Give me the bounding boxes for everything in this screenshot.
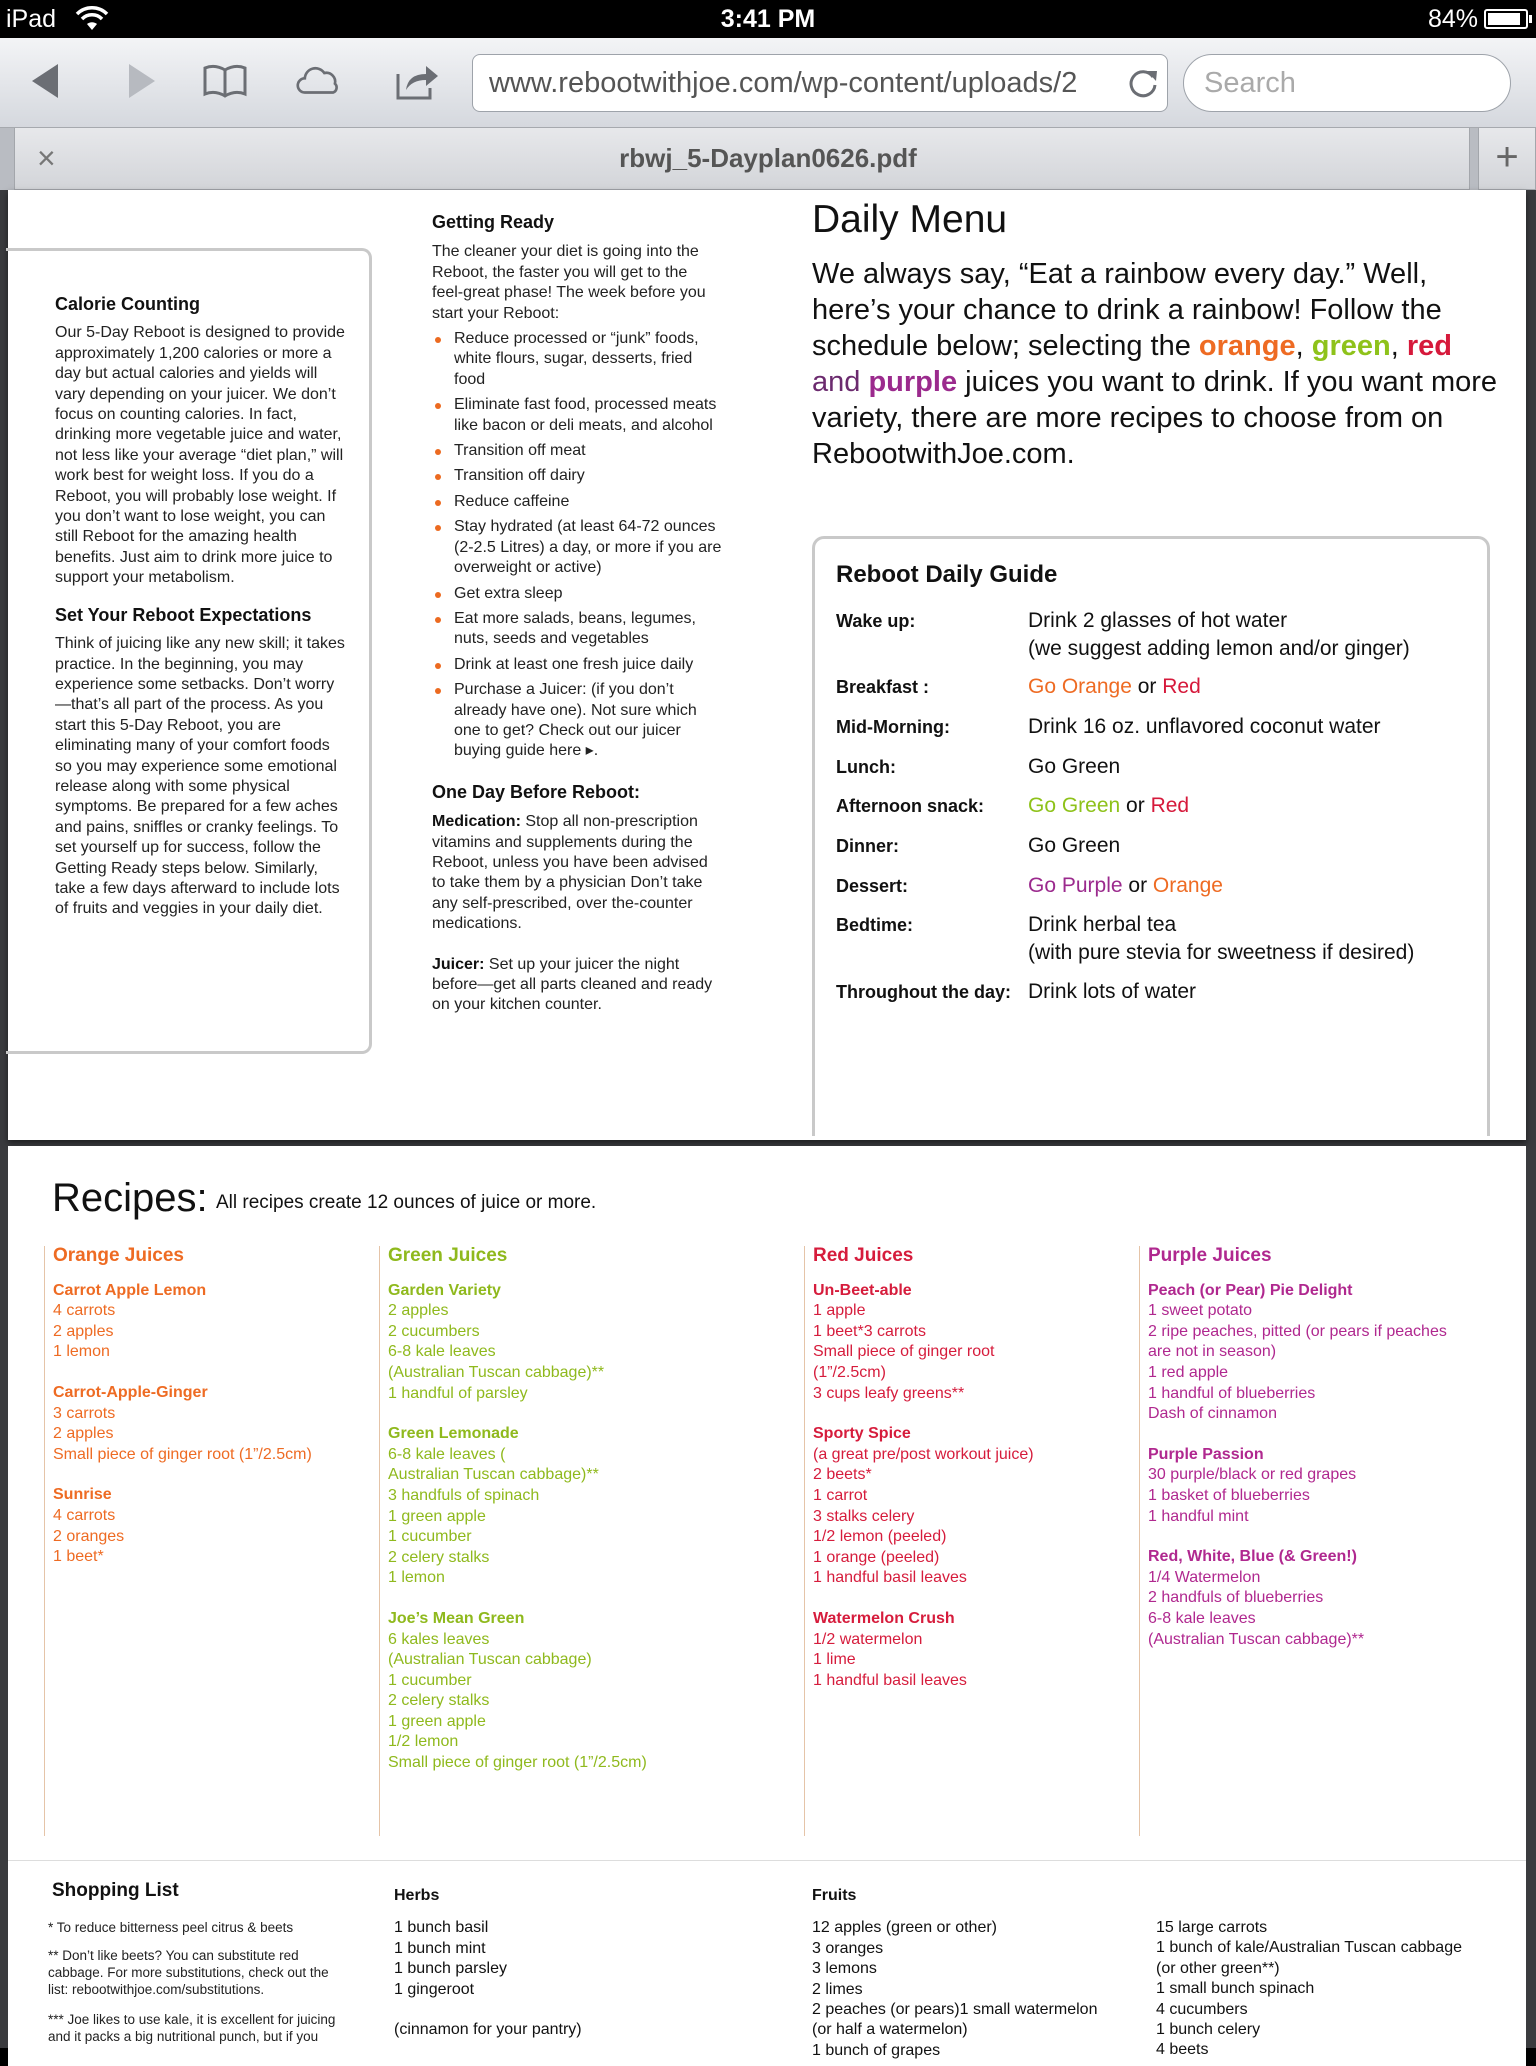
list-item: 1 bunch of kale/Australian Tuscan cabbage [1156,1939,1462,1957]
recipe-ingredient: (1”/2.5cm) [813,1363,886,1381]
pdf-viewer[interactable] [0,190,1536,2059]
reload-icon[interactable] [1125,65,1161,101]
close-tab-icon[interactable]: × [37,140,56,176]
shopping-list-heading: Shopping List [52,1880,179,1901]
recipe-ingredient: 2 oranges [53,1527,125,1545]
list-item: (or other green**) [1156,1959,1280,1977]
calorie-heading: Calorie Counting [55,294,200,314]
recipe-ingredient: 6-8 kale leaves ( [388,1445,506,1463]
guide-option: Red [1162,675,1201,698]
recipe-ingredient: 4 carrots [53,1506,116,1524]
recipe-ingredient: 2 ripe peaches, pitted (or pears if peaches [1148,1322,1447,1340]
recipe-column-green [388,1246,788,1794]
menu-comma: , [1295,330,1312,362]
word-orange: orange [1198,330,1296,362]
pdf-page-2 [8,1146,1526,2066]
recipe-ingredient: 3 handfuls of spinach [388,1486,540,1504]
guide-label: Afternoon snack: [836,796,985,816]
getting-ready-list [432,329,722,762]
recipe-column-heading: Green Juices [388,1245,508,1266]
word-red: red [1406,330,1452,362]
recipe-ingredient: 1 orange (peeled) [813,1548,940,1566]
guide-option: Red [1150,794,1190,817]
calorie-text: Our 5-Day Reboot is designed to provide approximately 1,200 calories or more a day but actual calories and yields will vary depending on your juicer. We don’t focus on counting calories. In fact, drinking more vegetable juice and water, not less like your average “diet plan,” will work best for weight loss. If you do a Reboot, you will probably lose weight. If you don’t want to lose weight, you can still Reboot for the amazing health benefits. Just aim to drink more juice to support your metabolism. [55,324,345,587]
guide-value: Go Green [1028,755,1121,778]
recipe-ingredient: 4 carrots [53,1302,116,1320]
recipe-ingredient: 1 handful mint [1148,1507,1249,1525]
recipe-ingredient: Australian Tuscan cabbage)** [388,1466,599,1484]
list-item: Get extra sleep [432,584,722,604]
guide-label: Bedtime: [836,915,914,935]
recipe-ingredient: 1 green apple [388,1712,486,1730]
recipe-ingredient: 1 basket of blueberries [1148,1486,1310,1504]
recipe-ingredient: Dash of cinnamon [1148,1405,1277,1423]
expectations-text: Think of juicing like any new skill; it takes practice. In the beginning, you may experience some setbacks. Don’t worry—that’s all part of the process. As you start this 5-Day Reboot, you are eliminating many of your comfort foods so you may experience some emotional release along with some physical symptoms. Be prepared for a few aches and pains, sniffles or cranky feelings. To set yourself up for success, follow the Getting Ready steps below. Similarly, take a few days afterward to include lots of fruits and veggies in your daily diet. [55,635,345,918]
recipe [813,1424,1133,1589]
recipe-column-heading: Red Juices [813,1245,914,1266]
recipe-ingredient: Small piece of ginger root [813,1343,995,1361]
recipe-ingredient: Small piece of ginger root (1”/2.5cm) [388,1754,647,1772]
recipe-ingredient: 6-8 kale leaves [388,1343,496,1361]
recipe [388,1424,788,1589]
icloud-tabs-icon[interactable] [296,58,342,104]
list-item[interactable]: Purchase a Juicer: (if you don’t already have one). Not sure which one to get? Check out our juicer buying guide here ▸. [432,680,722,762]
guide-label: Dessert: [836,876,909,896]
guide-label: Throughout the day: [836,982,1011,1002]
recipe-ingredient: (Australian Tuscan cabbage) [388,1651,592,1669]
recipe-column-orange [53,1246,373,1588]
middle-column [432,212,722,1036]
recipe [53,1281,373,1363]
list-item: 1 bunch basil [394,1919,489,1937]
share-icon[interactable] [394,58,440,104]
recipe [1148,1547,1518,1650]
juicer-label: Juicer: [432,955,485,973]
recipe-ingredient: 1 cucumber [388,1528,472,1546]
recipe-column-heading: Purple Juices [1148,1245,1272,1266]
expectations-heading: Set Your Reboot Expectations [55,604,312,625]
column-divider [1139,1246,1140,1836]
recipe-ingredient: 1 handful basil leaves [813,1671,967,1689]
list-item: Eliminate fast food, processed meats like bacon or deli meats, and alcohol [432,395,722,436]
list-item: Transition off dairy [432,466,722,486]
browser-toolbar [0,38,1536,128]
recipes-heading: Recipes: [52,1176,208,1220]
guide-value-line: (we suggest adding lemon and/or ginger) [1028,637,1410,660]
footnote: *** Joe likes to use kale, it is excellent for juicing and it packs a big nutritional punch, but if you [48,2012,336,2044]
list-item: 2 peaches (or pears)1 small watermelon [812,2001,1098,2019]
recipe-ingredient: (Australian Tuscan cabbage)** [388,1363,605,1381]
recipes-subtitle: All recipes create 12 ounces of juice or more. [216,1192,597,1213]
list-item: (cinnamon for your pantry) [394,2021,582,2039]
battery-percent: 84% [1427,5,1478,33]
list-item: Transition off meat [432,441,722,461]
column-divider [44,1246,45,1836]
recipe-ingredient: 1 apple [813,1302,866,1320]
guide-option: Go Orange [1028,675,1132,698]
recipe-column-purple [1148,1246,1518,1670]
bookmarks-icon[interactable] [202,58,248,104]
recipe-ingredient: 1/2 lemon (peeled) [813,1528,947,1546]
recipe-name: Red, White, Blue (& Green!) [1148,1548,1357,1566]
list-item: 1 bunch celery [1156,2021,1261,2039]
list-item: 15 large carrots [1156,1919,1268,1936]
recipe-name: Carrot-Apple-Ginger [53,1383,208,1401]
recipe-ingredient: 3 carrots [53,1404,116,1422]
guide-option: Orange [1152,874,1223,897]
recipe-ingredient: 1 beet*3 carrots [813,1322,926,1340]
list-item: 2 limes [812,1980,863,1998]
recipe-name: Peach (or Pear) Pie Delight [1148,1281,1353,1299]
guide-or: or [1120,794,1151,817]
list-item: Reduce caffeine [432,492,722,512]
list-item: 4 cucumbers [1156,2000,1248,2018]
url-text: www.rebootwithjoe.com/wp-content/uploads/2 [489,67,1078,99]
guide-label: Wake up: [836,611,916,631]
recipe-name: Purple Passion [1148,1445,1264,1463]
search-input[interactable]: Search [1183,54,1511,112]
list-item: 4 beets [1156,2041,1209,2059]
recipe-column-red [813,1246,1133,1711]
divider [8,1860,1526,1861]
recipe-column-heading: Orange Juices [53,1245,184,1266]
recipe-ingredient: 2 apples [388,1302,449,1320]
recipe [53,1485,373,1567]
word-and: and [812,366,861,398]
menu-intro-start: We always say, “Eat a rainbow every day.” Well, here’s your chance to drink a rainbow! Follow the schedule below; selecting the [812,258,1442,362]
guide-option: Go Purple [1028,874,1123,897]
guide-option: Go Green [1028,794,1121,817]
list-item: 1 bunch parsley [394,1960,507,1978]
juicer-paragraph [432,955,722,1016]
guide-or: or [1122,874,1153,897]
tab-active[interactable] [14,128,1470,190]
recipe-ingredient: 2 apples [53,1322,114,1340]
forward-icon[interactable] [117,58,163,104]
guide-value-line: Drink 2 glasses of hot water [1028,609,1288,632]
recipe-ingredient: 1/4 Watermelon [1148,1568,1261,1586]
menu-comma: , [1390,330,1407,362]
getting-ready-heading: Getting Ready [432,212,555,232]
new-tab-button[interactable]: + [1478,128,1536,190]
recipe-ingredient: 2 celery stalks [388,1692,490,1710]
word-green: green [1311,330,1391,362]
list-item: 1 bunch mint [394,1939,486,1957]
medication-paragraph [432,812,722,934]
recipe-ingredient: 2 cucumbers [388,1322,480,1340]
medication-label: Medication: [432,813,521,831]
guide-label: Breakfast : [836,677,930,697]
menu-intro-end: juices you want to drink. If you want more variety, there are more recipes to choose from on RebootwithJoe.com. [812,366,1498,470]
guide-value [1028,673,1201,701]
guide-value: Drink 16 oz. unflavored coconut water [1028,715,1381,738]
recipe-ingredient: 1 handful of blueberries [1148,1384,1316,1402]
list-item: Stay hydrated (at least 64-72 ounces (2-2.5 Litres) a day, or more if you are overweight or active) [432,517,722,578]
guide-or: or [1131,675,1163,698]
recipe-ingredient: 6 kales leaves [388,1630,490,1648]
day-before-heading: One Day Before Reboot: [432,781,641,802]
fruits-list [812,1886,1142,2061]
daily-guide-heading: Reboot Daily Guide [836,561,1058,588]
juicer-text: Set up your juicer the night before—get all parts cleaned and ready on your kitchen counter. [432,955,713,1014]
carrier-label: iPad [6,5,57,33]
word-purple: purple [868,366,958,398]
recipe [388,1281,788,1405]
address-bar[interactable] [472,54,1168,112]
daily-guide-box [812,536,1490,1136]
guide-value-line: (with pure stevia for sweetness if desired) [1028,941,1415,964]
left-column [55,294,350,936]
recipe-name: Un-Beet-able [813,1281,912,1299]
recipe [813,1609,1133,1691]
list-item: Reduce processed or “junk” foods, white flours, sugar, desserts, fried food [432,329,722,390]
recipe-ingredient: are not in season) [1148,1343,1277,1361]
recipe-ingredient: 1 sweet potato [1148,1302,1253,1320]
guide-label: Mid-Morning: [836,717,950,737]
recipe-ingredient: 1 cucumber [388,1671,472,1689]
recipe-ingredient: 1 handful of parsley [388,1384,528,1402]
list-item: 3 oranges [812,1939,884,1957]
list-item: Eat more salads, beans, legumes, nuts, seeds and vegetables [432,609,722,650]
recipe-ingredient: 1 green apple [388,1507,486,1525]
guide-value [1028,911,1414,967]
guide-value: Go Green [1028,834,1121,857]
guide-label: Lunch: [836,757,896,777]
guide-value [1028,872,1223,900]
clock: 3:41 PM [720,5,816,33]
recipe-ingredient: 3 cups leafy greens** [813,1384,965,1402]
recipe-ingredient: 1/2 watermelon [813,1630,923,1648]
guide-label: Dinner: [836,836,899,856]
list-item [394,2000,684,2020]
battery-icon [1484,9,1528,29]
recipe [1148,1281,1518,1425]
medication-text: Stop all non-prescription vitamins and supplements during the Reboot, unless you have been advised to take them by a physician Don’t take any self-prescribed, over the-counter medications. [432,813,708,933]
recipe-ingredient: 2 apples [53,1425,114,1443]
recipe-ingredient: 1 lemon [388,1569,445,1587]
list-item: 1 gingeroot [394,1980,475,1998]
recipe-ingredient: Small piece of ginger root (1”/2.5cm) [53,1445,312,1463]
daily-menu-heading: Daily Menu [812,198,1008,241]
recipe-name: Carrot Apple Lemon [53,1281,207,1299]
herbs-heading: Herbs [394,1887,440,1904]
list-item: (or half a watermelon) [812,2021,968,2039]
recipe-name: Garden Variety [388,1281,501,1299]
list-item: 3 lemons [812,1960,877,1978]
recipe-name: Sporty Spice [813,1425,911,1443]
recipe-ingredient: 1/2 lemon [388,1733,459,1751]
recipe-ingredient: 2 handfuls of blueberries [1148,1589,1324,1607]
recipe [388,1609,788,1774]
footnote: ** Don’t like beets? You can substitute red cabbage. For more substitutions, check out the list: rebootwithjoe.com/substitutions. [48,1948,329,1997]
recipe-name: Watermelon Crush [813,1609,955,1627]
column-divider [804,1246,805,1836]
guide-value [1028,792,1189,820]
recipe-name: Sunrise [53,1486,112,1504]
getting-ready-intro: The cleaner your diet is going into the Reboot, the faster you will get to the feel-great phase! The week before you start your Reboot: [432,243,706,322]
fruits-heading: Fruits [812,1887,857,1904]
list-item: Drink at least one fresh juice daily [432,655,722,675]
recipe-ingredient: 1 lime [813,1651,856,1669]
recipe-ingredient: 1 beet* [53,1548,104,1566]
guide-value: Drink lots of water [1028,980,1197,1003]
recipe-name: Joe’s Mean Green [388,1609,525,1627]
guide-value-line: Drink herbal tea [1028,913,1177,936]
recipe-ingredient: 1 lemon [53,1343,110,1361]
back-icon[interactable] [24,58,70,104]
status-bar [0,0,1536,38]
list-item: 12 apples (green or other) [812,1919,997,1937]
recipe [53,1383,373,1465]
tab-title: rbwj_5-Dayplan0626.pdf [619,143,917,173]
recipe [1148,1445,1518,1527]
recipe-ingredient: 1 carrot [813,1486,868,1504]
recipe [813,1281,1133,1405]
recipe-ingredient: 2 celery stalks [388,1548,490,1566]
recipe-ingredient: (a great pre/post workout juice) [813,1445,1034,1463]
herbs-list [394,1886,684,2040]
recipe-name: Green Lemonade [388,1425,519,1443]
tab-strip [0,128,1536,190]
column-divider [379,1246,380,1836]
recipe-ingredient: 30 purple/black or red grapes [1148,1466,1357,1484]
recipe-ingredient: 3 stalks celery [813,1507,915,1525]
recipe-ingredient: 1 handful basil leaves [813,1569,967,1587]
list-item: 1 bunch of grapes [812,2041,941,2059]
footnote: * To reduce bitterness peel citrus & beets [48,1920,294,1935]
recipe-ingredient: 6-8 kale leaves [1148,1609,1256,1627]
list-item: 1 small bunch spinach [1156,1980,1315,1998]
guide-value [1028,607,1410,663]
recipe-ingredient: (Australian Tuscan cabbage)** [1148,1630,1365,1648]
vegetables-list [1156,1918,1496,2061]
recipe-ingredient: 1 red apple [1148,1363,1229,1381]
daily-menu-intro [812,256,1507,472]
pdf-page-1 [8,190,1526,1140]
recipe-ingredient: 2 beets* [813,1466,872,1484]
